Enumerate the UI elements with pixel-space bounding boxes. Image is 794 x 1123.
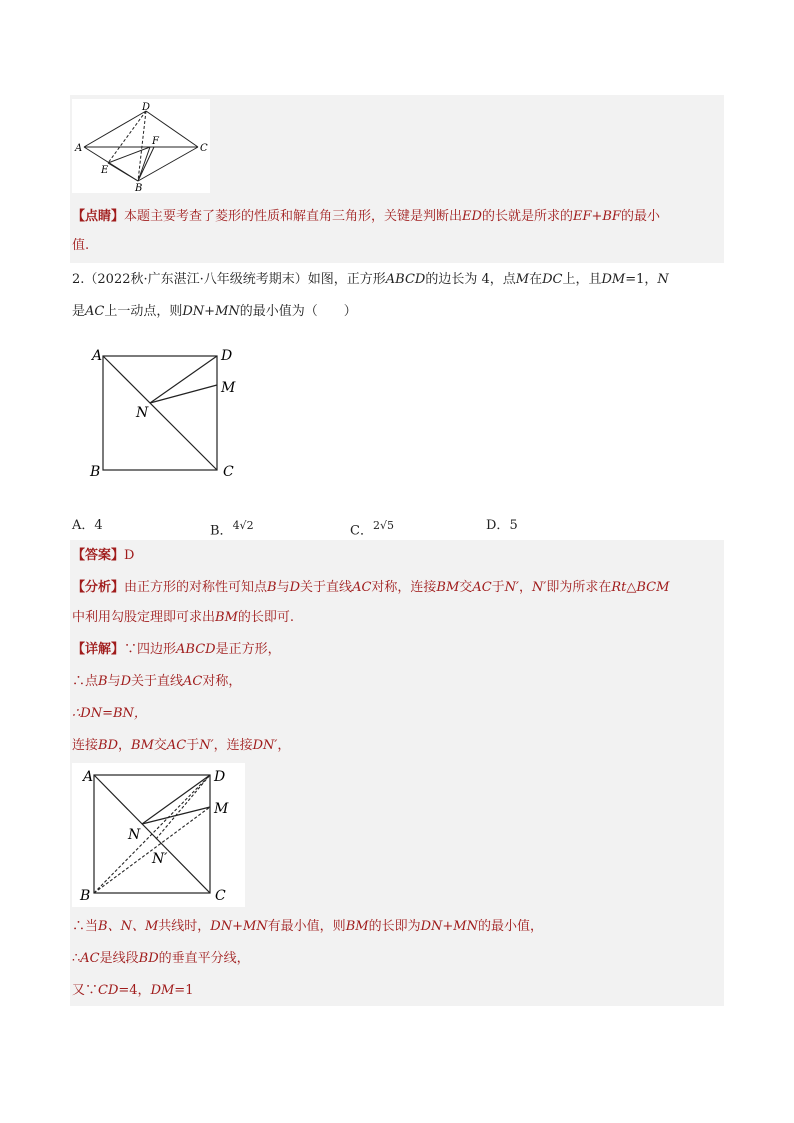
analysis-line-2: 中利用勾股定理即可求出BM的长即可. xyxy=(72,610,295,625)
comment-line-2: 值. xyxy=(72,238,90,253)
analysis-line-1: 【分析】由正方形的对称性可知点B与D关于直线AC对称，连接BM交AC于N′，N′即为所求在Rt△BCM xyxy=(72,580,670,595)
question-line-2: 是AC上一动点，则DN+MN的最小值为（ ） xyxy=(72,304,357,319)
label-b: B xyxy=(135,183,143,193)
answer-line: 【答案】D xyxy=(72,548,135,563)
square-diagram xyxy=(86,344,242,484)
label-m: M xyxy=(221,380,236,396)
label-d: D xyxy=(214,769,226,785)
detail-line-4: 连接BD，BM交AC于N′，连接DN′， xyxy=(72,738,291,753)
option-d[interactable]: D．5 xyxy=(486,518,518,533)
label-d: D xyxy=(221,348,233,364)
option-a[interactable]: A．4 xyxy=(72,518,103,533)
solution-square-figure xyxy=(72,763,245,907)
label-a: A xyxy=(92,348,103,364)
label-c: C xyxy=(223,464,234,480)
label-n: N xyxy=(136,405,149,421)
label-n: N xyxy=(128,827,141,843)
rhombus-diagram xyxy=(72,99,210,193)
label-f: F xyxy=(152,136,159,147)
detail-line-5: ∴当B、N、M共线时，DN+MN有最小值，则BM的长即为DN+MN的最小值， xyxy=(72,919,543,934)
detail-line-1: 【详解】∵四边形ABCD是正方形， xyxy=(72,642,281,657)
label-a: A xyxy=(83,769,94,785)
label-n-prime: N′ xyxy=(152,851,168,867)
option-b[interactable]: B．$^{4√2}$ xyxy=(210,519,254,539)
comment-line-1: 【点睛】本题主要考查了菱形的性质和解直角三角形，关键是判断出ED的长就是所求的EF+BF的最小 xyxy=(72,209,660,224)
label-e: E xyxy=(101,165,109,176)
detail-line-6: ∴AC是线段BD的垂直平分线， xyxy=(72,951,250,966)
detail-line-7: 又∵CD=4，DM=1 xyxy=(72,983,194,998)
question-line-1: 2.（2022秋·广东湛江·八年级统考期末）如图，正方形ABCD的边长为 4，点M在DC上，且DM=1，N xyxy=(72,272,669,287)
rhombus-figure xyxy=(72,99,210,193)
label-d: D xyxy=(142,102,151,113)
label-c: C xyxy=(200,143,208,154)
square-figure xyxy=(86,344,242,484)
option-c[interactable]: C．$^{2√5}$ xyxy=(350,519,394,539)
label-m: M xyxy=(214,801,229,817)
detail-line-2: ∴点B与D关于直线AC对称， xyxy=(72,674,242,689)
label-c: C xyxy=(215,888,226,904)
label-b: B xyxy=(80,888,91,904)
detail-line-3: ∴DN=BN， xyxy=(72,706,147,721)
solution-square-diagram xyxy=(72,763,245,907)
label-a: A xyxy=(75,143,83,154)
label-b: B xyxy=(90,464,101,480)
